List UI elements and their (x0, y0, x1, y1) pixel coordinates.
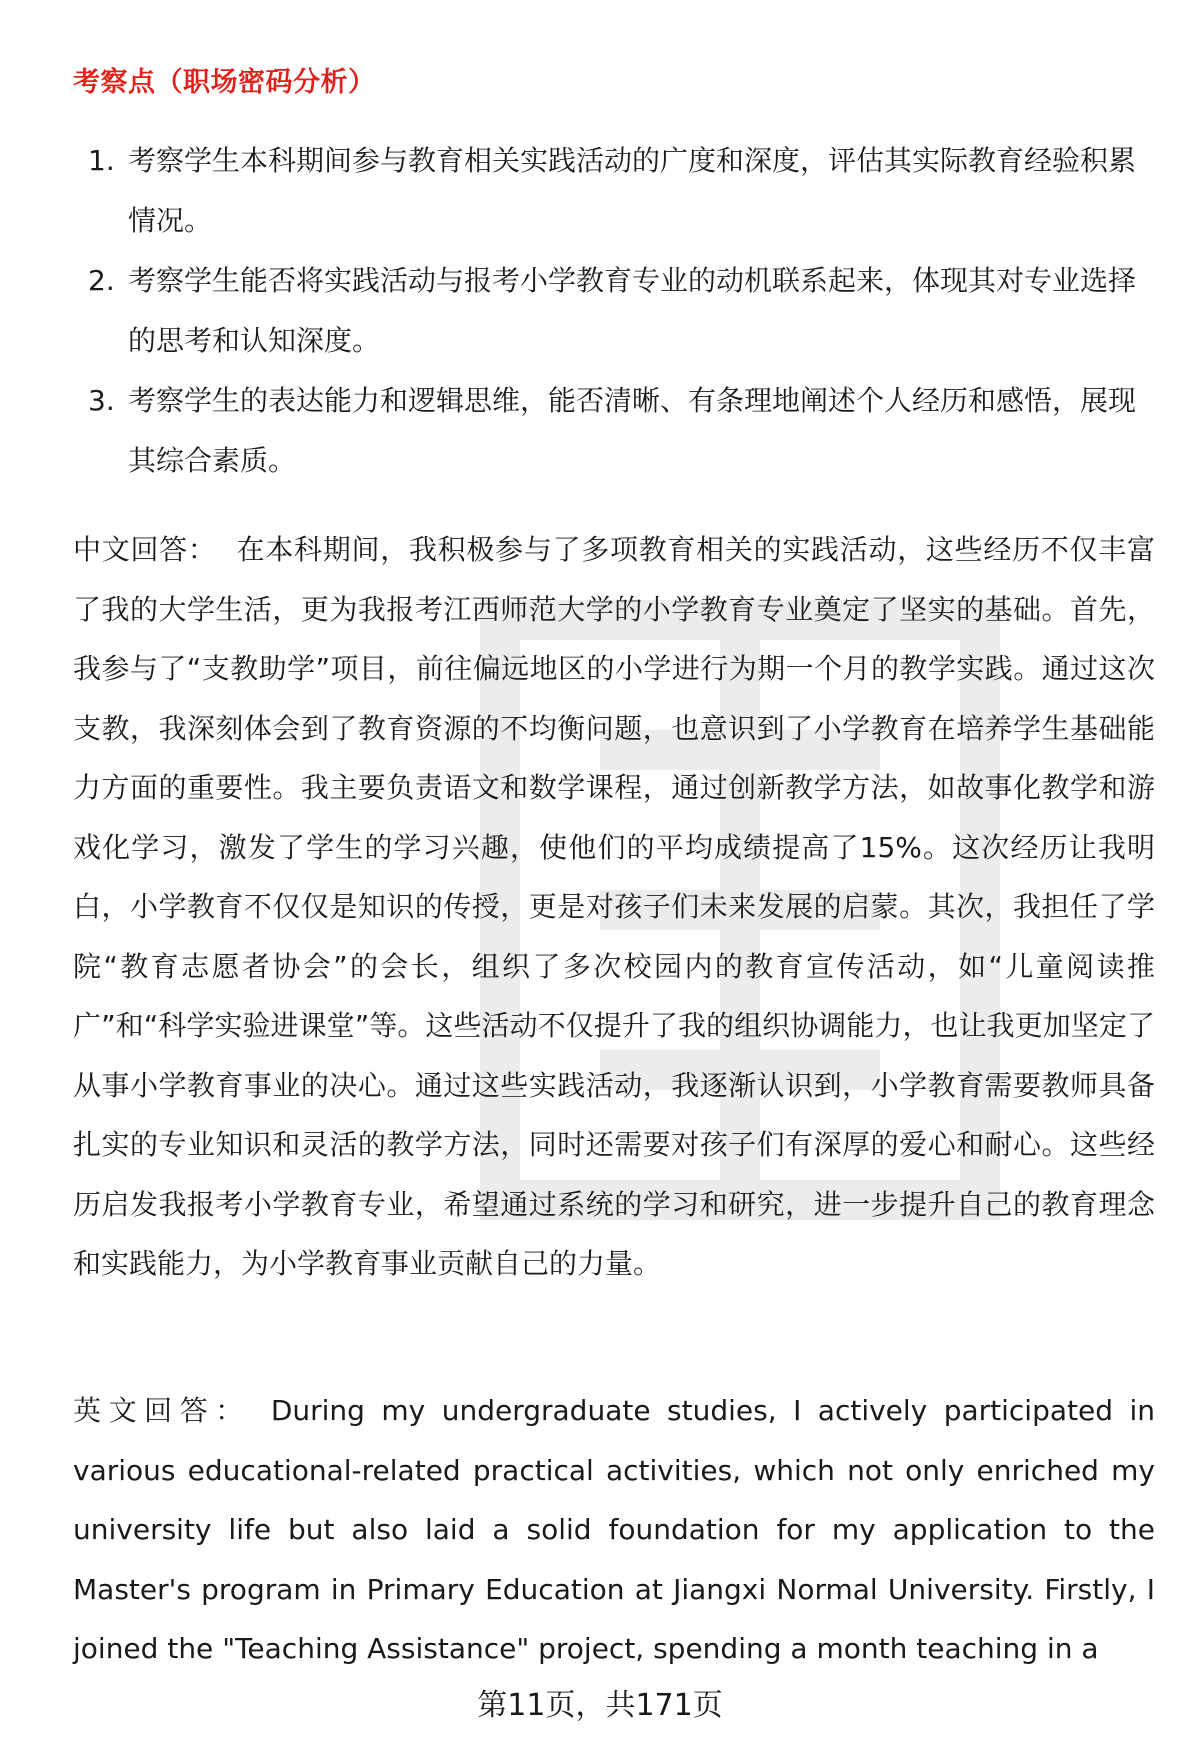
english-answer-text: During my undergraduate studies, I actively participated in various educational-related practical activities, which not only enriched my university life but also laid a solid foundation for my application to the Master's program in Primary Education at Jiangxi Normal University. Firstly, I joined the "Teaching Assistance" project, spending a month teaching in a (73, 1394, 1155, 1665)
section-title: 考察点（职场密码分析） (73, 67, 376, 98)
page-number-footer: 第11页，共171页 (477, 1688, 723, 1723)
chinese-answer-paragraph (73, 520, 1155, 1294)
chinese-answer-text: 在本科期间，我积极参与了多项教育相关的实践活动，这些经历不仅丰富了我的大学生活，更为我报考江西师范大学的小学教育专业奠定了坚实的基础。首先，我参与了“支教助学”项目，前往偏远地区的小学进行为期一个月的教学实践。通过这次支教，我深刻体会到了教育资源的不均衡问题，也意识到了小学教育在培养学生基础能力方面的重要性。我主要负责语文和数学课程，通过创新教学方法，如故事化教学和游戏化学习，激发了学生的学习兴趣，使他们的平均成绩提高了15%。这次经历让我明白，小学教育不仅仅是知识的传授，更是对孩子们未来发展的启蒙。其次，我担任了学院“教育志愿者协会”的会长，组织了多次校园内的教育宣传活动，如“儿童阅读推广”和“科学实验进课堂”等。这些活动不仅提升了我的组织协调能力，也让我更加坚定了从事小学教育事业的决心。通过这些实践活动，我逐渐认识到，小学教育需要教师具备扎实的专业知识和灵活的教学方法，同时还需要对孩子们有深厚的爱心和耐心。这些经历启发我报考小学教育专业，希望通过系统的学习和研究，进一步提升自己的教育理念和实践能力，为小学教育事业贡献自己的力量。 (73, 533, 1155, 1280)
english-answer-label: 英文回答： (73, 1394, 251, 1427)
list-item-number: 1. (88, 144, 115, 177)
list-item (80, 371, 1155, 491)
list-item (80, 131, 1155, 251)
list-item-number: 3. (88, 384, 115, 417)
list-item-text: 考察学生的表达能力和逻辑思维，能否清晰、有条理地阐述个人经历和感悟，展现其综合素质。 (128, 384, 1137, 477)
assessment-points-list (80, 131, 1155, 491)
list-item-number: 2. (88, 264, 115, 297)
list-item-text: 考察学生能否将实践活动与报考小学教育专业的动机联系起来，体现其对专业选择的思考和认知深度。 (128, 264, 1137, 357)
list-item (80, 251, 1155, 371)
list-item-text: 考察学生本科期间参与教育相关实践活动的广度和深度，评估其实际教育经验积累情况。 (128, 144, 1137, 237)
english-answer-paragraph (73, 1381, 1155, 1679)
chinese-answer-label: 中文回答： (73, 533, 217, 566)
